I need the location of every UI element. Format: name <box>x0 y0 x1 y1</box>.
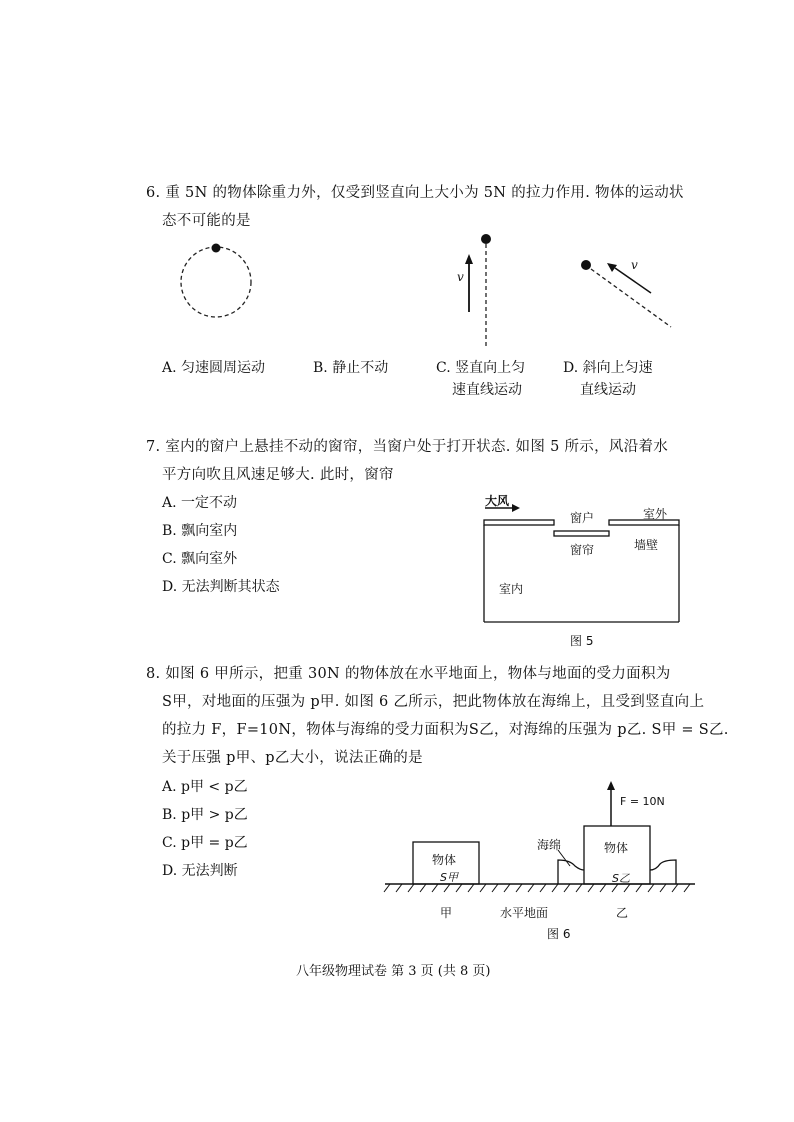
label-wall: 墙壁 <box>634 538 659 552</box>
label-wind: 大风 <box>485 494 510 508</box>
label-window: 窗户 <box>570 511 595 525</box>
q6-velocity-label-d: v <box>631 258 638 272</box>
q7-option-d: D. 无法判断其状态 <box>162 579 280 595</box>
q8-stem-line3: 的拉力 F，F=10N，物体与海绵的受力面积为S乙，对海绵的压强为 p乙. S甲 = S乙. <box>162 722 729 738</box>
q6-stem-line1: 6. 重 5N 的物体除重力外，仅受到竖直向上大小为 5N 的拉力作用. 物体的运动状 <box>146 185 684 201</box>
q6-option-c-line1: C. 竖直向上匀 <box>436 360 526 376</box>
figure-5-caption: 图 5 <box>570 634 594 648</box>
q6-figure-d-oblique <box>575 255 685 335</box>
q7-stem-line1: 7. 室内的窗户上悬挂不动的窗帘，当窗户处于打开状态. 如图 5 所示，风沿着水 <box>146 439 669 455</box>
label-indoor: 室内 <box>499 582 524 596</box>
q7-option-c: C. 飘向室外 <box>162 551 238 567</box>
page-footer: 八年级物理试卷 第 3 页 (共 8 页) <box>296 964 491 979</box>
q8-option-c: C. p甲 = p乙 <box>162 835 248 851</box>
q8-option-d: D. 无法判断 <box>162 863 238 879</box>
q7-option-a: A. 一定不动 <box>162 495 238 511</box>
q8-stem-line4: 关于压强 p甲、p乙大小，说法正确的是 <box>162 750 423 766</box>
label-force: F = 10N <box>620 795 665 808</box>
label-s-right: S乙 <box>612 872 630 885</box>
q6-option-c-line2: 速直线运动 <box>452 382 522 398</box>
q6-option-d-line1: D. 斜向上匀速 <box>563 360 653 376</box>
label-ground: 水平地面 <box>500 906 549 920</box>
figure-6-caption: 图 6 <box>547 927 571 941</box>
ground-hatching <box>384 884 690 892</box>
label-outdoor: 室外 <box>643 507 668 521</box>
q8-stem-line1: 8. 如图 6 甲所示，把重 30N 的物体放在水平地面上，物体与地面的受力面积为 <box>146 666 671 682</box>
q6-option-d-line2: 直线运动 <box>580 382 636 398</box>
label-s-left: S甲 <box>440 871 458 884</box>
label-curtain: 窗帘 <box>570 543 595 557</box>
q6-stem-line2: 态不可能的是 <box>162 213 251 229</box>
q7-option-b: B. 飘向室内 <box>162 523 238 539</box>
q6-option-a: A. 匀速圆周运动 <box>162 360 266 376</box>
q8-stem-line2: S甲，对地面的压强为 p甲. 如图 6 乙所示，把此物体放在海绵上，且受到竖直向上 <box>162 694 705 710</box>
wall-left-segment <box>484 520 554 525</box>
q6-figure-a-circle <box>170 235 270 335</box>
q6-object-dot-a <box>212 244 221 253</box>
curtain-bar <box>554 531 609 536</box>
q6-option-b: B. 静止不动 <box>313 360 389 376</box>
q8-option-a: A. p甲 < p乙 <box>162 779 248 795</box>
q6-object-dot-d <box>581 260 591 270</box>
label-object-right: 物体 <box>604 841 629 855</box>
q7-stem-line2: 平方向吹且风速足够大. 此时，窗帘 <box>162 467 394 483</box>
q6-velocity-label-c: v <box>457 270 464 284</box>
q6-figure-c-vertical <box>440 228 510 353</box>
q6-object-dot-c <box>481 234 491 244</box>
label-jia: 甲 <box>440 906 453 920</box>
label-yi: 乙 <box>616 906 629 920</box>
q8-option-b: B. p甲 > p乙 <box>162 807 248 823</box>
label-object-left: 物体 <box>432 853 457 867</box>
label-sponge: 海绵 <box>537 838 562 852</box>
